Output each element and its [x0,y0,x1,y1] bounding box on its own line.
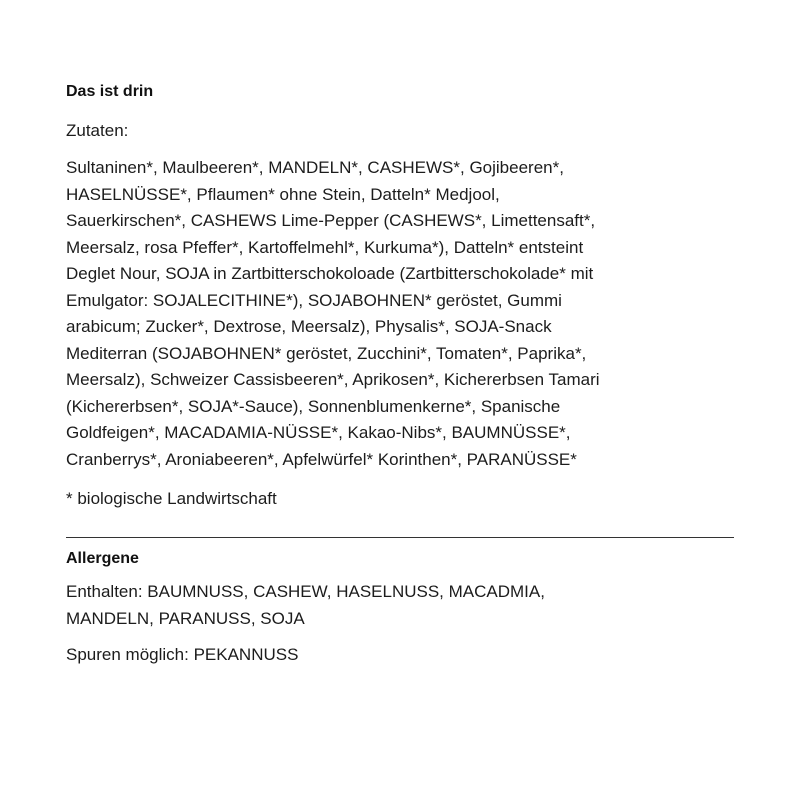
ingredients-line: Deglet Nour, SOJA in Zartbitterschokoloade (Zartbitterschokolade* mit [66,264,594,283]
ingredients-line: Emulgator: SOJALECITHINE*), SOJABOHNEN* geröstet, Gummi [66,290,562,310]
allergens-line: MANDELN, PARANUSS, SOJA [66,608,305,628]
allergens-contains [66,579,734,632]
ingredients-line: Goldfeigen*, MACADAMIA-NÜSSE*, Kakao-Nibs*, BAUMNÜSSE*, [66,423,571,442]
allergens-traces: Spuren möglich: PEKANNUSS [66,645,299,664]
allergens-heading: Allergene [66,550,139,567]
ingredients-list [66,155,726,473]
product-info [66,82,734,666]
allergens-line: Enthalten: BAUMNUSS, CASHEW, HASELNUSS, MACADMIA, [66,582,545,601]
ingredients-line: Mediterran (SOJABOHNEN* geröstet, Zucchini*, Tomaten*, Paprika*, [66,343,587,363]
ingredients-line: Sauerkirschen*, CASHEWS Lime-Pepper (CASHEWS*, Limettensaft*, [66,211,596,230]
section-divider [66,537,734,538]
ingredients-label: Zutaten: [66,121,129,140]
ingredients-line: Sultaninen*, Maulbeeren*, MANDELN*, CASHEWS*, Gojibeeren*, [66,158,564,177]
ingredients-heading: Das ist drin [66,83,154,100]
ingredients-line: arabicum; Zucker*, Dextrose, Meersalz), Physalis*, SOJA-Snack [66,317,552,336]
ingredients-line: Meersalz, rosa Pfeffer*, Kartoffelmehl*, Kurkuma*), Datteln* entsteint [66,237,584,257]
ingredients-line: (Kichererbsen*, SOJA*-Sauce), Sonnenblumenkerne*, Spanische [66,396,561,416]
organic-footnote: * biologische Landwirtschaft [66,489,277,508]
ingredients-line: HASELNÜSSE*, Pflaumen* ohne Stein, Datteln* Medjool, [66,184,500,204]
ingredients-line: Meersalz), Schweizer Cassisbeeren*, Aprikosen*, Kichererbsen Tamari [66,370,600,389]
ingredients-line: Cranberrys*, Aroniabeeren*, Apfelwürfel* Korinthen*, PARANÜSSE* [66,449,577,469]
